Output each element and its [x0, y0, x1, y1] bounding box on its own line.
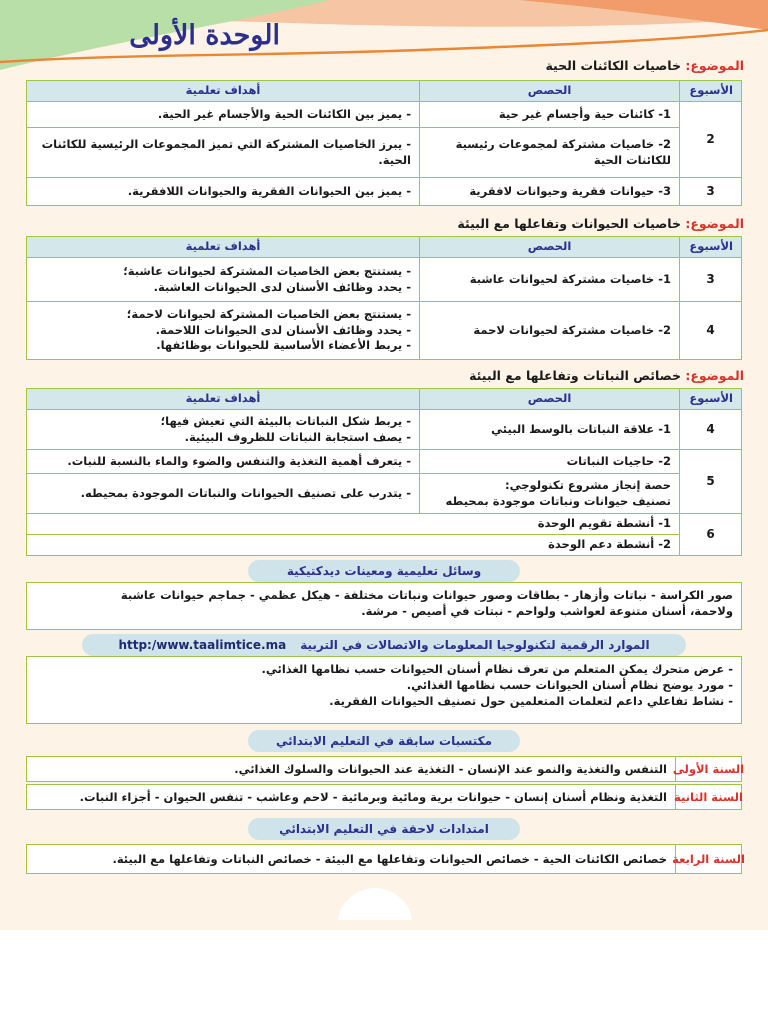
year-label: السنة الرابعة: [675, 845, 741, 873]
week-header: الأسبوع: [680, 237, 742, 258]
lesson-cell: حصة إنجاز مشروع تكنولوجي: تصنيف حيوانات ونباتات موجودة بمحيطه: [420, 474, 680, 514]
table-row: [27, 102, 742, 128]
aids-box: [26, 582, 742, 630]
week-cell: 4: [680, 410, 742, 450]
table-row: [27, 128, 742, 178]
topic-line-3: [469, 368, 744, 383]
prior-heading: مكتسبات سابقة في التعليم الابتدائي: [248, 730, 520, 752]
lesson-cell: 2- حاجيات النباتات: [420, 450, 680, 474]
week-header: الأسبوع: [680, 81, 742, 102]
lesson-cell: 1- كائنات حية وأجسام غير حية: [420, 102, 680, 128]
aids-heading: وسائل تعليمية ومعينات ديدكتيكية: [248, 560, 520, 582]
lessons-table-2: [26, 236, 742, 360]
lesson-cell: 2- أنشطة دعم الوحدة: [27, 535, 680, 556]
resource-url[interactable]: http:/www.taalimtice.ma: [118, 638, 287, 652]
lessons-table-3: [26, 388, 742, 556]
lesson-cell: 2- خاصيات مشتركة لمجموعات رئيسية للكائنات الحية: [420, 128, 680, 178]
goal-cell: - يربط شكل النباتات بالبيئة التي تعيش فيها؛ - يصف استجابة النباتات للظروف البيئية.: [27, 410, 420, 450]
table-row: [27, 410, 742, 450]
goals-header: أهداف تعلمية: [27, 81, 420, 102]
table-row: [27, 178, 742, 206]
digital-line: - عرض متحرك يمكن المتعلم من تعرف نظام أسنان الحيوانات حسب نظامها الغذائي.: [261, 662, 733, 676]
later-year-row: [26, 844, 745, 874]
week-cell: 3: [680, 178, 742, 206]
later-heading: امتدادات لاحقة في التعليم الابتدائي: [248, 818, 520, 840]
topic-key: الموضوع:: [685, 368, 744, 383]
lesson-cell: 1- علاقة النباتات بالوسط البيئي: [420, 410, 680, 450]
topic-key: الموضوع:: [685, 58, 744, 73]
week-cell: 6: [680, 514, 742, 556]
week-cell: 5: [680, 450, 742, 514]
goals-header: أهداف تعلمية: [27, 237, 420, 258]
topic-line-2: [457, 216, 744, 231]
year-label: السنة الأولى: [675, 757, 741, 781]
lessons-header: الحصص: [420, 237, 680, 258]
table-row: [27, 258, 742, 302]
goals-header: أهداف تعلمية: [27, 389, 420, 410]
table-row: [27, 450, 742, 474]
aids-line: صور الكراسة - نباتات وأزهار - بطاقات وصور حيوانات ونباتات مختلفة - هيكل عظمي - جماجم حيوانات عاشبة: [120, 588, 733, 602]
unit-title: الوحدة الأولى: [129, 20, 280, 51]
week-cell: 4: [680, 302, 742, 360]
lessons-table-1: [26, 80, 742, 206]
topic-value: خصائص النباتات وتفاعلها مع البيئة: [469, 368, 681, 383]
year-label: السنة الثانية: [675, 785, 741, 809]
digital-box: [26, 656, 742, 724]
lesson-cell: 1- أنشطة تقويم الوحدة: [27, 514, 680, 535]
digital-line: - مورد يوضح نظام أسنان الحيوانات حسب نظامها الغذائي.: [406, 678, 733, 693]
topic-line-1: [545, 58, 744, 73]
table-row: [27, 514, 742, 535]
lessons-header: الحصص: [420, 81, 680, 102]
prior-year-row: [26, 784, 742, 810]
table-row: [27, 535, 742, 556]
week-header: الأسبوع: [680, 389, 742, 410]
table-row: [27, 474, 742, 514]
topic-key: الموضوع:: [685, 216, 744, 231]
digital-line: - نشاط تفاعلي داعم لتعلمات المتعلمين حول تصنيف الحيوانات الفقرية.: [329, 694, 733, 709]
topic-value: خاصيات الكائنات الحية: [545, 58, 681, 73]
footer-decoration: [330, 880, 420, 920]
year-text: التنفس والتغذية والنمو عند الإنسان - التغذية عند الحيوانات والسلوك الغذائي.: [234, 762, 667, 776]
lesson-cell: 2- خاصيات مشتركة لحيوانات لاحمة: [420, 302, 680, 360]
prior-year-row: [26, 756, 745, 782]
digital-heading: [82, 634, 686, 656]
digital-heading-text: الموارد الرقمية لتكنولوجيا المعلومات والاتصالات في التربية: [300, 638, 650, 652]
goal-cell: - يستنتج بعض الخاصيات المشتركة لحيوانات لاحمة؛ - يحدد وظائف الأسنان لدى الحيوانات اللاحمة. - يربط الأعضاء الأساسية للحيوانات بوظائفها.: [27, 302, 420, 360]
aids-line: ولاحمة، أسنان متنوعة لعواشب ولواحم - نبتات في أصيص - مرشة.: [361, 604, 733, 619]
goal-cell: - يميز بين الحيوانات الفقرية والحيوانات اللافقرية.: [27, 178, 420, 206]
lessons-header: الحصص: [420, 389, 680, 410]
week-cell: 2: [680, 102, 742, 178]
week-cell: 3: [680, 258, 742, 302]
topic-value: خاصيات الحيوانات وتفاعلها مع البيئة: [457, 216, 681, 231]
year-text: التغذية ونظام أسنان إنسان - حيوانات برية ومائية وبرمائية - لاحم وعاشب - تنفس الحيوان - أجزاء النبات.: [79, 790, 667, 804]
lesson-cell: 3- حيوانات فقرية وحيوانات لافقرية: [420, 178, 680, 206]
goal-cell: - يبرز الخاصيات المشتركة التي تميز المجموعات الرئيسية للكائنات الحية.: [27, 128, 420, 178]
lesson-cell: 1- خاصيات مشتركة لحيوانات عاشبة: [420, 258, 680, 302]
goal-cell: - يستنتج بعض الخاصيات المشتركة لحيوانات عاشبة؛ - يحدد وظائف الأسنان لدى الحيوانات العاشبة.: [27, 258, 420, 302]
goal-cell: - يميز بين الكائنات الحية والأجسام غير الحية.: [27, 102, 420, 128]
goal-cell: - يتعرف أهمية التغذية والتنفس والضوء والماء بالنسبة للنبات.: [27, 450, 420, 474]
goal-cell: - يتدرب على تصنيف الحيوانات والنباتات الموجودة بمحيطه.: [27, 474, 420, 514]
year-text: خصائص الكائنات الحية - خصائص الحيوانات وتفاعلها مع البيئة - خصائص النباتات وتفاعلها مع البيئة.: [112, 852, 667, 866]
table-row: [27, 302, 742, 360]
